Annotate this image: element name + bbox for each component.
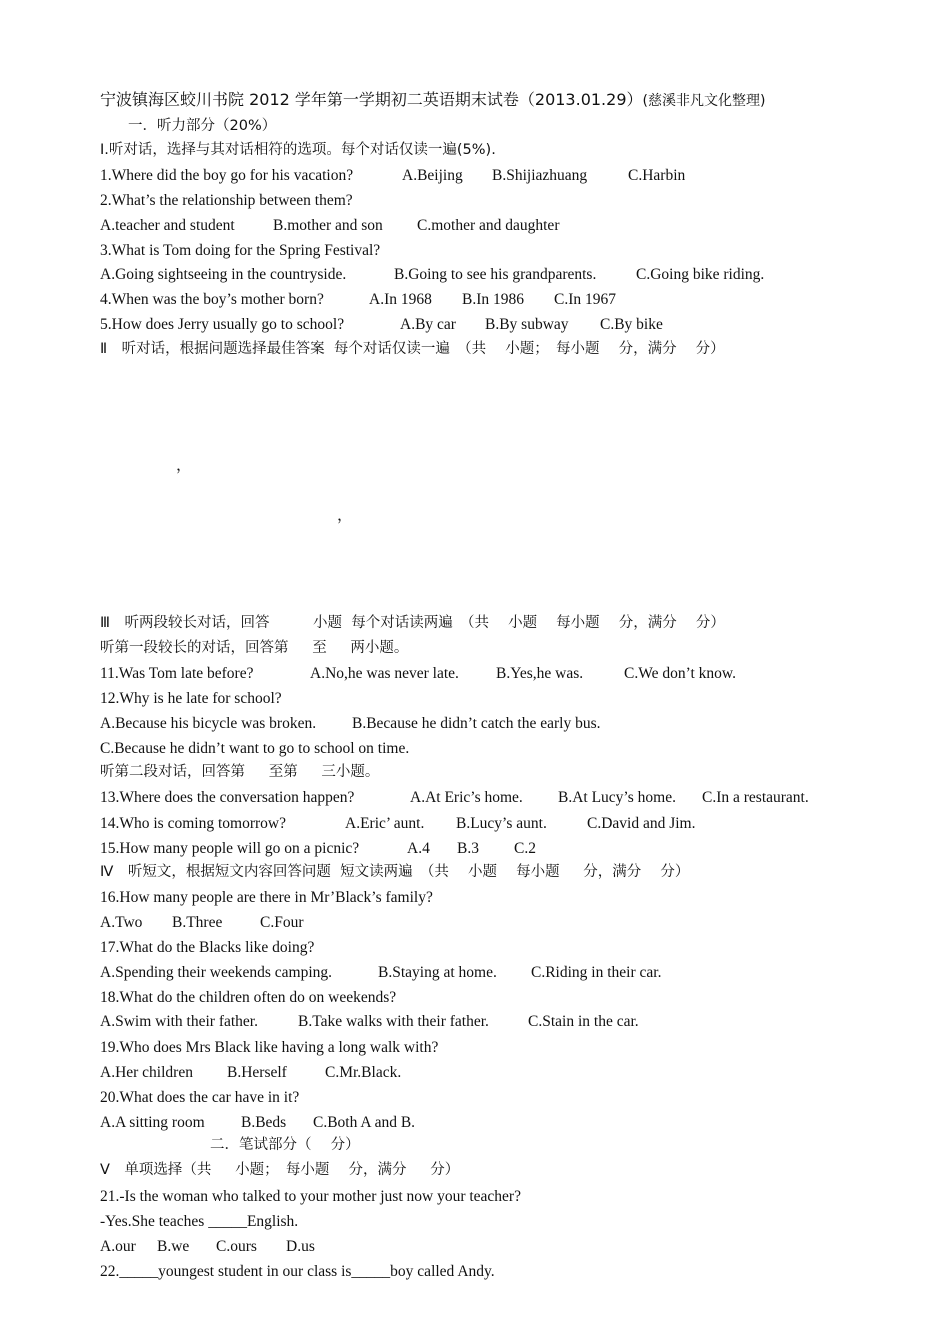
q14-option-c: C.David and Jim.: [587, 815, 696, 832]
q13-stem: 13.Where does the conversation happen?: [100, 789, 355, 806]
q11-option-a: A.No,he was never late.: [310, 665, 459, 682]
q18-option-a: A.Swim with their father.: [100, 1013, 258, 1030]
exam-title: [100, 90, 765, 111]
q13-option-c: C.In a restaurant.: [702, 789, 809, 806]
stray-comma: ，: [337, 507, 353, 524]
q20-option-b: B.Beds: [241, 1114, 287, 1131]
q5-stem: 5.How does Jerry usually go to school?: [100, 316, 345, 333]
q15-stem: 15.How many people will go on a picnic?: [100, 840, 360, 857]
q21-dialogue-line: -Yes.She teaches _____English.: [100, 1213, 299, 1230]
q12-option-b: B.Because he didn’t catch the early bus.: [352, 715, 601, 732]
title-source: (慈溪非凡文化整理): [642, 93, 766, 109]
q3-stem: 3.What is Tom doing for the Spring Festival?: [100, 242, 381, 259]
q3-option-c: C.Going bike riding.: [636, 266, 765, 283]
q1-option-a: A.Beijing: [402, 167, 463, 184]
q1-option-c: C.Harbin: [628, 167, 686, 184]
q2-option-c: C.mother and daughter: [417, 217, 560, 234]
q17-stem: 17.What do the Blacks like doing?: [100, 939, 315, 956]
q3-option-a: A.Going sightseeing in the countryside.: [100, 266, 347, 283]
q16-stem: 16.How many people are there in Mr’Black’s family?: [100, 889, 433, 906]
q19-option-b: B.Herself: [227, 1064, 287, 1081]
q3-option-b: B.Going to see his grandparents.: [394, 266, 597, 283]
q2-stem: 2.What’s the relationship between them?: [100, 192, 353, 209]
sec1-heading: I.听对话，选择与其对话相符的选项。每个对话仅读一遍(5%).: [100, 142, 496, 158]
q11-stem: 11.Was Tom late before?: [100, 665, 254, 682]
q21-option-a: A.our: [100, 1238, 136, 1255]
q12-stem: 12.Why is he late for school?: [100, 690, 282, 707]
q18-stem: 18.What do the children often do on weekends?: [100, 989, 397, 1006]
q15-option-c: C.2: [514, 840, 536, 857]
q12-option-c: C.Because he didn’t want to go to school on time.: [100, 740, 410, 757]
q13-option-a: A.At Eric’s home.: [410, 789, 523, 806]
q14-option-a: A.Eric’ aunt.: [345, 815, 425, 832]
q13-option-b: B.At Lucy’s home.: [558, 789, 676, 806]
q12-option-a: A.Because his bicycle was broken.: [100, 715, 317, 732]
sec3-heading: Ⅲ 听两段较长对话，回答 小题 每个对话读两遍 （共 小题 每小题 分，满分 分）: [100, 615, 725, 631]
q11-option-c: C.We don’t know.: [624, 665, 736, 682]
q16-option-c: C.Four: [260, 914, 304, 931]
title-main: 宁波镇海区蛟川书院 2012 学年第一学期初二英语期末试卷（2013.01.29）: [100, 90, 643, 109]
q14-option-b: B.Lucy’s aunt.: [456, 815, 547, 832]
q20-option-c: C.Both A and B.: [313, 1114, 416, 1131]
q4-option-b: B.In 1986: [462, 291, 524, 308]
q21-option-b: B.we: [157, 1238, 190, 1255]
sec4-heading: Ⅳ 听短文，根据短文内容回答问题 短文读两遍 （共 小题 每小题 分，满分 分）: [100, 864, 690, 880]
q16-option-b: B.Three: [172, 914, 223, 931]
q4-stem: 4.When was the boy’s mother born?: [100, 291, 324, 308]
q17-option-c: C.Riding in their car.: [531, 964, 662, 981]
q21-option-c: C.ours: [216, 1238, 257, 1255]
q4-option-c: C.In 1967: [554, 291, 616, 308]
q1-option-b: B.Shijiazhuang: [492, 167, 588, 184]
q2-option-b: B.mother and son: [273, 217, 383, 234]
stray-comma: ，: [176, 457, 192, 474]
q15-option-b: B.3: [457, 840, 479, 857]
q21-stem: 21.-Is the woman who talked to your mother just now your teacher?: [100, 1188, 521, 1205]
sec3-part1-instruction: 听第一段较长的对话，回答第 至 两小题。: [100, 640, 409, 656]
q15-option-a: A.4: [407, 840, 430, 857]
q5-option-c: C.By bike: [600, 316, 663, 333]
q21-option-d: D.us: [286, 1238, 315, 1255]
q18-option-b: B.Take walks with their father.: [298, 1013, 489, 1030]
q2-option-a: A.teacher and student: [100, 217, 235, 234]
q11-option-b: B.Yes,he was.: [496, 665, 584, 682]
sec2-heading: Ⅱ 听对话，根据问题选择最佳答案 每个对话仅读一遍 （共 小题； 每小题 分，满分 分）: [100, 341, 725, 357]
q22-stem: 22._____youngest student in our class is_____boy called Andy.: [100, 1263, 495, 1280]
q5-option-a: A.By car: [400, 316, 456, 333]
q18-option-c: C.Stain in the car.: [528, 1013, 639, 1030]
q19-option-a: A.Her children: [100, 1064, 193, 1081]
q19-option-c: C.Mr.Black.: [325, 1064, 402, 1081]
q20-option-a: A.A sitting room: [100, 1114, 205, 1131]
q14-stem: 14.Who is coming tomorrow?: [100, 815, 286, 832]
q16-option-a: A.Two: [100, 914, 143, 931]
q19-stem: 19.Who does Mrs Black like having a long walk with?: [100, 1039, 439, 1056]
q20-stem: 20.What does the car have in it?: [100, 1089, 300, 1106]
part2-heading: 二．笔试部分（ 分）: [210, 1137, 360, 1153]
q5-option-b: B.By subway: [485, 316, 569, 333]
q4-option-a: A.In 1968: [369, 291, 432, 308]
q17-option-a: A.Spending their weekends camping.: [100, 964, 333, 981]
sec5-heading: Ⅴ 单项选择（共 小题； 每小题 分，满分 分）: [100, 1162, 460, 1178]
q1-stem: 1.Where did the boy go for his vacation?: [100, 167, 354, 184]
sec3-part2-instruction: 听第二段对话，回答第 至第 三小题。: [100, 764, 380, 780]
q17-option-b: B.Staying at home.: [378, 964, 497, 981]
part1-heading: 一．听力部分（20%）: [128, 118, 277, 134]
